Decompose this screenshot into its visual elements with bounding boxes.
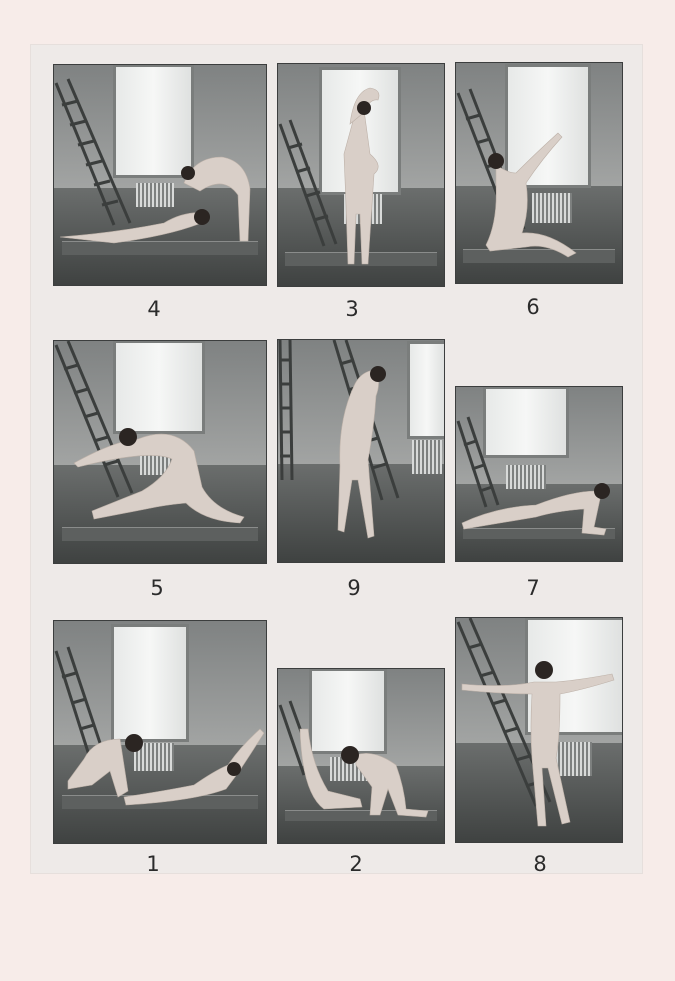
photo-exercise-4 [53,64,267,286]
photo-exercise-7 [455,386,623,562]
photo-exercise-5 [53,340,267,564]
photo-exercise-1 [53,620,267,844]
ladder-and-figure-icon [456,618,622,842]
ladder-and-figure-icon [456,387,622,561]
ladder-and-figure-icon [54,341,266,563]
label-exercise-7: 7 [526,576,540,600]
ladder-and-figures-icon [54,621,266,843]
ladder-and-figure-icon [456,63,622,283]
photo-exercise-9 [277,339,445,563]
photo-exercise-6 [455,62,623,284]
label-exercise-6: 6 [526,295,540,319]
label-exercise-9: 9 [347,576,361,600]
photo-exercise-2 [277,668,445,844]
label-exercise-3: 3 [345,297,359,321]
ladder-and-figures-icon [54,65,266,285]
ladder-and-figure-icon [278,64,444,286]
label-exercise-4: 4 [147,297,161,321]
photo-exercise-3 [277,63,445,287]
label-exercise-5: 5 [150,576,164,600]
ladder-and-figure-icon [278,340,444,562]
label-exercise-1: 1 [146,852,160,876]
label-exercise-2: 2 [349,852,363,876]
label-exercise-8: 8 [533,852,547,876]
photo-exercise-8 [455,617,623,843]
ladder-and-figures-icon [278,669,444,843]
